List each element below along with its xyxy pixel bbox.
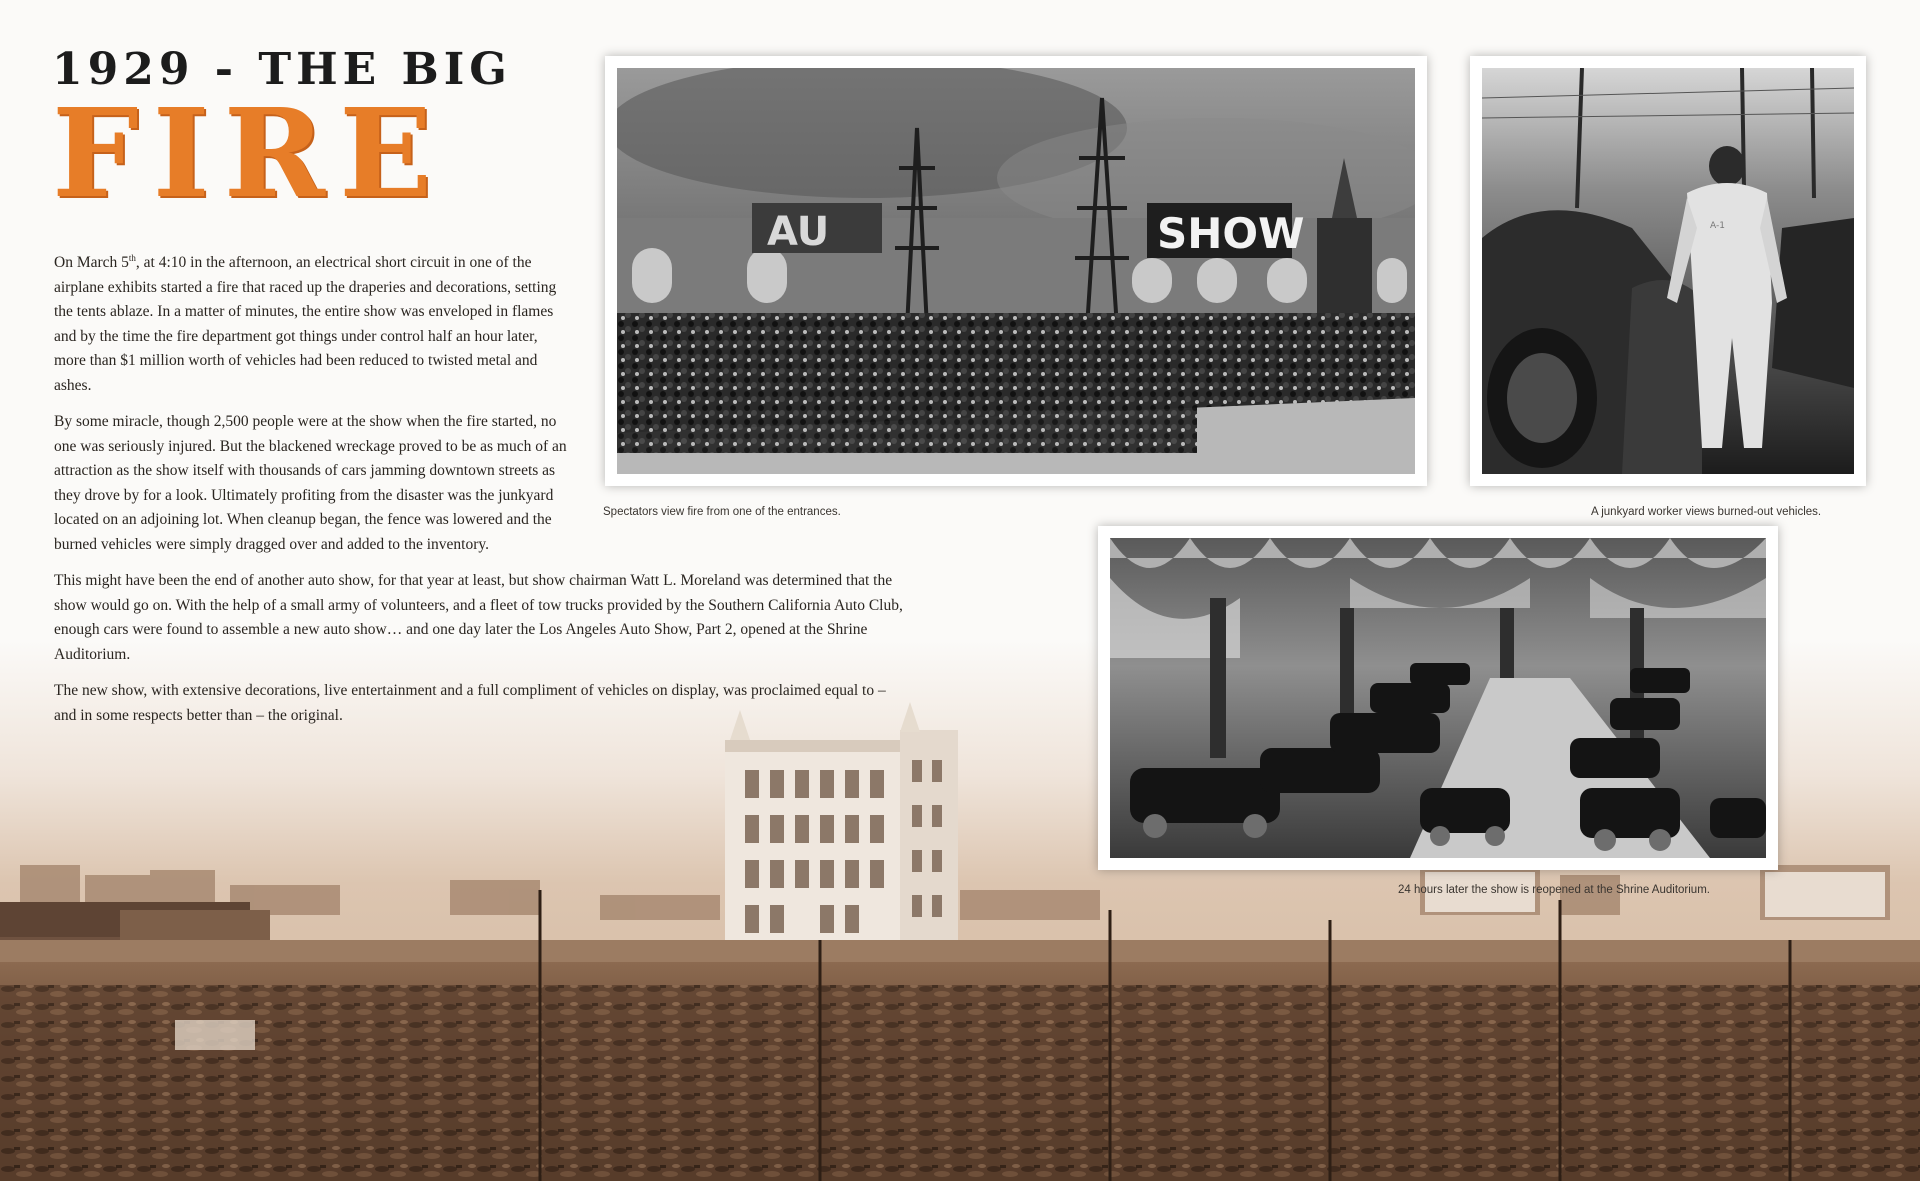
entrance-photo-caption: Spectators view fire from one of the entrances. bbox=[603, 506, 841, 518]
auto-sign-text: AU bbox=[767, 209, 830, 255]
headline-year: 1929 - THE BIG bbox=[52, 44, 512, 95]
shrine-photo-frame bbox=[1098, 526, 1778, 870]
paragraph-1-superscript: th bbox=[128, 253, 136, 263]
show-sign-text: SHOW bbox=[1157, 209, 1305, 258]
junkyard-worker-photo bbox=[1482, 68, 1854, 474]
paragraph-1-rest: , at 4:10 in the afternoon, an electrical short circuit in one of the airplane exhibits started a fire that raced up the draperies and decorations, setting the tents ablaze. In a matter of minutes, the entire show was enveloped in flames and by the time the fire department got things under control half an hour later, more than $1 million worth of vehicles had been reduced to twisted metal and ashes. bbox=[54, 254, 557, 394]
paragraph-4: The new show, with extensive decorations, live entertainment and a full compliment of vehicles on display, was proclaimed equal to – and in some respects better than – the original. bbox=[54, 682, 886, 724]
paragraph-1-start: On March 5 bbox=[54, 254, 129, 272]
svg-text:A-1: A-1 bbox=[1710, 221, 1725, 231]
headline-fire: FIRE bbox=[52, 81, 447, 225]
junkyard-photo-caption: A junkyard worker views burned-out vehicles. bbox=[1591, 506, 1822, 518]
shrine-photo-caption: 24 hours later the show is reopened at the Shrine Auditorium. bbox=[1398, 884, 1710, 896]
entrance-fire-photo bbox=[617, 68, 1415, 474]
junkyard-photo-frame bbox=[1470, 56, 1866, 486]
paragraph-2: By some miracle, though 2,500 people were at the show when the fire started, no one was seriously injured. But the blackened wreckage proved to be as much of an attraction as the show itself with thousands of cars jamming downtown streets as they drove by for a look. Ultimately profiting from the disaster was the junkyard located on an adjoining lot. When cleanup began, the fence was lowered and the burned vehicles were simply dragged over and added to the inventory. bbox=[54, 413, 567, 553]
paragraph-1 bbox=[54, 246, 569, 398]
entrance-photo-frame bbox=[605, 56, 1427, 486]
shrine-auditorium-photo bbox=[1110, 538, 1766, 858]
paragraph-3: This might have been the end of another auto show, for that year at least, but show chairman Watt L. Moreland was determined that the show would go on. With the help of a small army of volunteers, and a fleet of tow trucks provided by the Southern California Auto Club, enough cars were found to assemble a new auto show… and one day later the Los Angeles Auto Show, Part 2, opened at the Shrine Auditorium. bbox=[54, 572, 903, 663]
